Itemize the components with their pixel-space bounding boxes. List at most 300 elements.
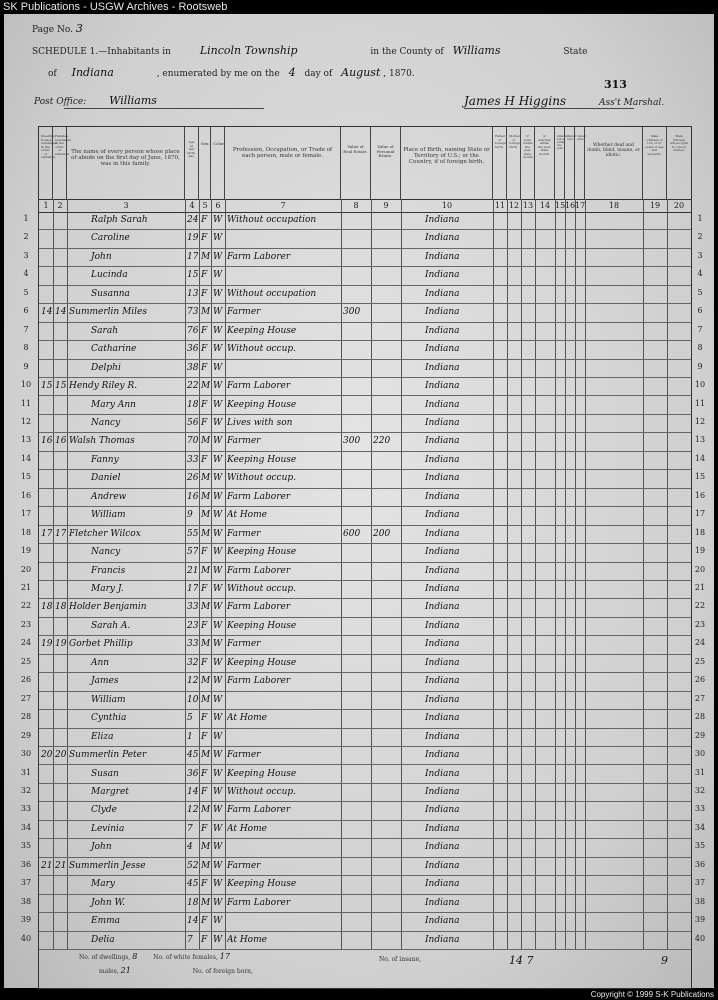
sex-cell: M xyxy=(201,805,210,816)
birthplace-cell: Indiana xyxy=(425,620,460,631)
age-cell: 32 xyxy=(187,657,198,668)
row-number-right: 10 xyxy=(694,380,706,390)
name-cell: Nancy xyxy=(91,417,121,428)
row-number-left: 20 xyxy=(20,564,32,574)
age-cell: 16 xyxy=(187,491,198,502)
column-number: 17 xyxy=(575,201,586,210)
col-header-family: Families, numbered in the order of visitation. xyxy=(53,127,67,199)
row-number-right: 16 xyxy=(694,490,706,500)
census-footer xyxy=(38,948,692,989)
marshal-line: James H Higgins Ass't Marshal. xyxy=(464,94,665,108)
sex-cell: M xyxy=(201,491,210,502)
birthplace-cell: Indiana xyxy=(425,916,460,927)
color-cell: W xyxy=(213,251,223,262)
table-row xyxy=(39,377,691,396)
table-row xyxy=(39,857,691,876)
birthplace-cell: Indiana xyxy=(425,694,460,705)
row-number-left: 5 xyxy=(23,287,29,297)
birthplace-cell: Indiana xyxy=(425,786,460,797)
table-row xyxy=(39,488,691,507)
color-cell: W xyxy=(213,491,223,502)
table-row xyxy=(39,654,691,673)
name-cell: Levinia xyxy=(91,823,125,834)
birthplace-cell: Indiana xyxy=(425,215,460,225)
dwelling-cell: 15 xyxy=(41,381,52,392)
sex-cell: F xyxy=(201,362,208,373)
color-cell: W xyxy=(213,381,223,392)
sex-cell: F xyxy=(201,325,208,336)
table-row xyxy=(39,211,691,230)
family-cell: 14 xyxy=(55,307,66,318)
occupation-cell: Farmer xyxy=(227,307,261,318)
row-number-right: 24 xyxy=(694,638,706,648)
age-cell: 56 xyxy=(187,417,198,428)
sex-cell: M xyxy=(201,510,210,521)
occupation-cell: Farmer xyxy=(227,860,261,871)
sex-cell: F xyxy=(201,417,208,428)
color-cell: W xyxy=(213,639,223,650)
column-number: 4 xyxy=(189,201,195,210)
occupation-cell: At Home xyxy=(227,823,267,834)
row-number-left: 39 xyxy=(20,915,32,925)
row-number-right: 28 xyxy=(694,712,706,722)
row-number-right: 3 xyxy=(697,250,703,260)
column-number: 8 xyxy=(353,201,359,210)
row-number-right: 21 xyxy=(694,583,706,592)
sex-cell: F xyxy=(201,731,208,742)
birthplace-cell: Indiana xyxy=(425,713,460,724)
table-row xyxy=(39,617,691,636)
age-cell: 17 xyxy=(187,584,198,594)
sex-cell: F xyxy=(201,399,208,410)
row-number-right: 12 xyxy=(694,416,706,426)
color-cell: W xyxy=(213,602,223,613)
table-row xyxy=(39,875,691,894)
birthplace-cell: Indiana xyxy=(425,731,460,742)
occupation-cell: Keeping House xyxy=(227,325,297,336)
col-header-vote-denied: Male Citizens whose right to vote is denied. xyxy=(669,134,689,152)
birthplace-cell: Indiana xyxy=(425,436,460,447)
stamped-page-number: 313 xyxy=(604,78,627,91)
column-number: 9 xyxy=(383,201,389,210)
name-cell: William xyxy=(91,694,126,705)
color-cell: W xyxy=(213,786,223,797)
row-number-right: 27 xyxy=(694,693,706,703)
col-header-cannot-write: Cannot write. xyxy=(575,127,585,199)
age-cell: 15 xyxy=(187,270,198,281)
row-number-right: 37 xyxy=(694,878,706,888)
sex-cell: M xyxy=(201,860,210,871)
occupation-cell: Without occup. xyxy=(227,584,296,594)
name-cell: John xyxy=(91,251,112,262)
column-number: 7 xyxy=(280,201,286,210)
row-number-right: 14 xyxy=(694,453,706,463)
age-cell: 5 xyxy=(187,713,193,724)
color-cell: W xyxy=(213,436,223,447)
row-number-left: 38 xyxy=(20,896,32,906)
birthplace-cell: Indiana xyxy=(425,823,460,834)
sex-cell: M xyxy=(201,473,210,484)
column-number: 19 xyxy=(649,201,661,210)
row-number-left: 1 xyxy=(23,214,29,223)
copyright-notice: Copyright © 1999 S-K Publications xyxy=(590,990,714,999)
name-cell: William xyxy=(91,510,126,521)
row-number-right: 18 xyxy=(694,527,706,537)
color-cell: W xyxy=(213,565,223,576)
color-cell: W xyxy=(213,676,223,687)
col-header-dwelling: Dwelling-houses, numbered in the order of visitation. xyxy=(39,127,53,199)
family-cell: 18 xyxy=(55,602,66,613)
sex-cell: F xyxy=(201,270,208,281)
name-cell: Fletcher Wilcox xyxy=(69,528,141,539)
name-cell: Summerlin Miles xyxy=(69,307,147,318)
table-row xyxy=(39,414,691,433)
name-cell: Catharine xyxy=(91,344,137,355)
sex-cell: F xyxy=(201,215,208,225)
row-number-right: 26 xyxy=(694,675,706,685)
name-cell: Eliza xyxy=(91,731,114,742)
age-cell: 33 xyxy=(187,454,198,465)
birthplace-cell: Indiana xyxy=(425,251,460,262)
sex-cell: M xyxy=(201,897,210,908)
occupation-cell: Farm Laborer xyxy=(227,897,291,908)
occupation-cell: At Home xyxy=(227,510,267,521)
family-cell: 21 xyxy=(55,860,66,871)
table-row xyxy=(39,765,691,784)
age-cell: 7 xyxy=(187,823,193,834)
name-cell: Sarah xyxy=(91,325,118,336)
row-number-right: 38 xyxy=(694,896,706,906)
birthplace-cell: Indiana xyxy=(425,750,460,761)
name-cell: Caroline xyxy=(91,233,130,244)
name-cell: Summerlin Peter xyxy=(69,750,147,761)
age-cell: 12 xyxy=(187,805,198,816)
males-summary: males, 21 No. of foreign born, xyxy=(99,966,253,975)
table-row xyxy=(39,820,691,839)
name-cell: Andrew xyxy=(91,491,127,502)
occupation-cell: Without occup. xyxy=(227,473,296,484)
column-number: 20 xyxy=(673,201,685,210)
age-cell: 21 xyxy=(187,565,198,576)
color-cell: W xyxy=(213,528,223,539)
birthplace-cell: Indiana xyxy=(425,417,460,428)
color-cell: W xyxy=(213,860,223,871)
schedule-line: SCHEDULE 1.—Inhabitants in Lincoln Township in the County of Williams State xyxy=(32,44,588,57)
column-number: 14 xyxy=(539,201,551,210)
age-cell: 18 xyxy=(187,399,198,410)
age-cell: 14 xyxy=(187,786,198,797)
row-number-left: 7 xyxy=(23,324,29,334)
row-number-right: 22 xyxy=(694,601,706,611)
color-cell: W xyxy=(213,584,223,594)
sex-cell: F xyxy=(201,657,208,668)
col-header-married-year: If married within the year, state month. xyxy=(535,127,555,199)
occupation-cell: Farm Laborer xyxy=(227,602,291,613)
occupation-cell: Keeping House xyxy=(227,879,297,890)
family-cell: 16 xyxy=(55,436,66,447)
sex-cell: M xyxy=(201,676,210,687)
sex-cell: F xyxy=(201,547,208,558)
row-number-left: 25 xyxy=(20,656,32,666)
column-number: 15 xyxy=(555,201,566,210)
row-number-left: 6 xyxy=(23,306,29,316)
color-cell: W xyxy=(213,768,223,779)
row-number-right: 25 xyxy=(694,656,706,666)
table-row xyxy=(39,248,691,267)
table-row xyxy=(39,894,691,913)
name-cell: Summerlin Jesse xyxy=(69,860,146,871)
table-row xyxy=(39,672,691,691)
family-cell: 15 xyxy=(55,381,66,392)
dwelling-cell: 19 xyxy=(41,639,52,650)
window-title: SK Publications - USGW Archives - Rootsweb xyxy=(3,1,228,13)
row-number-left: 19 xyxy=(20,546,32,556)
row-number-left: 28 xyxy=(20,712,32,722)
color-cell: W xyxy=(213,694,223,705)
age-cell: 18 xyxy=(187,897,198,908)
sex-cell: M xyxy=(201,436,210,447)
table-row xyxy=(39,691,691,710)
col-header-cannot-read: Cannot read. xyxy=(565,127,575,199)
birthplace-cell: Indiana xyxy=(425,565,460,576)
name-cell: Fanny xyxy=(91,454,119,465)
column-number: 5 xyxy=(202,201,208,210)
table-row xyxy=(39,266,691,285)
col-header-sex: Sex. xyxy=(199,127,211,199)
sex-cell: M xyxy=(201,251,210,262)
color-cell: W xyxy=(213,473,223,484)
table-row xyxy=(39,728,691,747)
row-number-right: 6 xyxy=(697,306,703,316)
family-cell: 19 xyxy=(55,639,66,650)
birthplace-cell: Indiana xyxy=(425,934,460,945)
row-number-left: 24 xyxy=(20,638,32,648)
row-number-left: 36 xyxy=(20,859,32,869)
table-row xyxy=(39,525,691,544)
column-number: 2 xyxy=(57,201,63,210)
birthplace-cell: Indiana xyxy=(425,657,460,668)
col-header-color: Color. xyxy=(211,127,225,199)
color-cell: W xyxy=(213,510,223,521)
table-row xyxy=(39,229,691,248)
row-number-left: 10 xyxy=(20,380,32,390)
col-header-school: Attended school within the year. xyxy=(555,127,565,199)
age-cell: 36 xyxy=(187,768,198,779)
row-number-right: 36 xyxy=(694,859,706,869)
row-number-left: 27 xyxy=(20,693,32,703)
name-cell: Ralph Sarah xyxy=(91,215,148,225)
footer-tally-totals: 14 7 xyxy=(509,954,534,967)
dwelling-cell: 18 xyxy=(41,602,52,613)
dwelling-cell: 20 xyxy=(41,750,52,761)
row-number-left: 31 xyxy=(20,767,32,777)
table-row xyxy=(39,303,691,322)
row-number-left: 34 xyxy=(20,822,32,832)
age-cell: 76 xyxy=(187,325,198,336)
table-row xyxy=(39,469,691,488)
real-estate-cell: 300 xyxy=(343,307,361,318)
color-cell: W xyxy=(213,344,223,355)
table-row xyxy=(39,285,691,304)
birthplace-cell: Indiana xyxy=(425,879,460,890)
age-cell: 12 xyxy=(187,676,198,687)
name-cell: Delia xyxy=(91,934,115,945)
age-cell: 36 xyxy=(187,344,198,355)
sex-cell: M xyxy=(201,528,210,539)
row-number-left: 40 xyxy=(20,933,32,943)
col-header-name: The name of every person whose place of abode on the first day of June, 1870, was in this family. xyxy=(67,127,185,199)
name-cell: Hendy Riley R. xyxy=(69,381,138,392)
row-number-right: 2 xyxy=(697,232,703,242)
row-number-left: 8 xyxy=(23,343,29,353)
color-cell: W xyxy=(213,454,223,465)
birthplace-cell: Indiana xyxy=(425,325,460,336)
name-cell: Gorbet Phillip xyxy=(69,639,133,650)
occupation-cell: At Home xyxy=(227,934,267,945)
color-cell: W xyxy=(213,215,223,225)
row-number-right: 29 xyxy=(694,730,706,740)
table-row xyxy=(39,543,691,562)
age-cell: 13 xyxy=(187,288,198,299)
sex-cell: F xyxy=(201,768,208,779)
name-cell: Delphi xyxy=(91,362,121,373)
sex-cell: M xyxy=(201,842,210,853)
color-cell: W xyxy=(213,288,223,299)
sex-cell: F xyxy=(201,934,208,945)
col-header-occupation: Profession, Occupation, or Trade of each person, male or female. xyxy=(225,127,341,199)
column-number: 1 xyxy=(43,201,49,210)
age-cell: 23 xyxy=(187,620,198,631)
table-row xyxy=(39,912,691,931)
occupation-cell: At Home xyxy=(227,713,267,724)
birthplace-cell: Indiana xyxy=(425,233,460,244)
birthplace-cell: Indiana xyxy=(425,602,460,613)
sex-cell: M xyxy=(201,639,210,650)
row-number-left: 12 xyxy=(20,416,32,426)
real-estate-cell: 600 xyxy=(343,528,361,539)
row-number-right: 39 xyxy=(694,915,706,925)
post-office-underline xyxy=(64,108,264,109)
name-cell: James xyxy=(91,676,119,687)
color-cell: W xyxy=(213,731,223,742)
occupation-cell: Without occup. xyxy=(227,344,296,355)
name-cell: Ann xyxy=(91,657,110,668)
age-cell: 1 xyxy=(187,731,193,742)
dwelling-cell: 16 xyxy=(41,436,52,447)
row-number-left: 35 xyxy=(20,841,32,851)
row-number-right: 40 xyxy=(694,933,706,943)
color-cell: W xyxy=(213,879,223,890)
row-number-left: 29 xyxy=(20,730,32,740)
table-row xyxy=(39,396,691,415)
sex-cell: F xyxy=(201,454,208,465)
birthplace-cell: Indiana xyxy=(425,805,460,816)
occupation-cell: Farm Laborer xyxy=(227,491,291,502)
post-office-value: Williams xyxy=(109,94,157,107)
row-number-right: 1 xyxy=(697,214,703,223)
table-row xyxy=(39,359,691,378)
age-cell: 45 xyxy=(187,750,198,761)
sex-cell: M xyxy=(201,602,210,613)
birthplace-cell: Indiana xyxy=(425,473,460,484)
age-cell: 24 xyxy=(187,215,198,225)
row-number-right: 30 xyxy=(694,749,706,759)
name-cell: Nancy xyxy=(91,547,121,558)
row-number-left: 26 xyxy=(20,675,32,685)
column-number: 18 xyxy=(608,201,620,210)
dwelling-cell: 17 xyxy=(41,528,52,539)
row-number-right: 33 xyxy=(694,804,706,814)
row-number-right: 5 xyxy=(697,287,703,297)
footer-tally-right: 9 xyxy=(661,954,668,967)
birthplace-cell: Indiana xyxy=(425,491,460,502)
table-row xyxy=(39,506,691,525)
row-number-right: 8 xyxy=(697,343,703,353)
birthplace-cell: Indiana xyxy=(425,510,460,521)
age-cell: 26 xyxy=(187,473,198,484)
marshal-underline xyxy=(464,108,634,109)
color-cell: W xyxy=(213,713,223,724)
sex-cell: F xyxy=(201,620,208,631)
row-number-right: 7 xyxy=(697,324,703,334)
row-number-left: 21 xyxy=(20,583,32,592)
color-cell: W xyxy=(213,823,223,834)
table-row xyxy=(39,322,691,341)
sex-cell: F xyxy=(201,288,208,299)
col-header-father-foreign: Father of foreign birth. xyxy=(493,127,507,199)
color-cell: W xyxy=(213,547,223,558)
name-cell: Francis xyxy=(91,565,126,576)
name-cell: Susan xyxy=(91,768,119,779)
name-cell: John W. xyxy=(91,897,126,908)
name-cell: Lucinda xyxy=(91,270,128,281)
occupation-cell: Without occupation xyxy=(227,215,317,225)
row-number-right: 13 xyxy=(694,435,706,445)
column-number: 16 xyxy=(565,201,576,210)
sex-cell: M xyxy=(201,307,210,318)
row-number-left: 2 xyxy=(23,232,29,242)
birthplace-cell: Indiana xyxy=(425,270,460,281)
age-cell: 4 xyxy=(187,842,193,853)
row-number-left: 23 xyxy=(20,619,32,629)
row-number-left: 14 xyxy=(20,453,32,463)
sex-cell: F xyxy=(201,584,208,594)
row-number-left: 4 xyxy=(23,269,29,279)
sex-cell: F xyxy=(201,786,208,797)
occupation-cell: Keeping House xyxy=(227,547,297,558)
sex-cell: F xyxy=(201,344,208,355)
occupation-cell: Farm Laborer xyxy=(227,676,291,687)
column-number: 12 xyxy=(508,201,520,210)
insane-summary: No. of insane, xyxy=(379,956,422,963)
census-table xyxy=(38,126,692,950)
row-number-left: 13 xyxy=(20,435,32,445)
row-number-left: 3 xyxy=(23,250,29,260)
col-header-mother-foreign: Mother of foreign birth. xyxy=(507,127,521,199)
table-row xyxy=(39,451,691,470)
color-cell: W xyxy=(213,362,223,373)
row-number-left: 18 xyxy=(20,527,32,537)
birthplace-cell: Indiana xyxy=(425,584,460,594)
col-header-personal-estate: Value of Personal Estate. xyxy=(371,127,401,199)
name-cell: Holder Benjamin xyxy=(69,602,147,613)
occupation-cell: Keeping House xyxy=(227,657,297,668)
row-number-left: 15 xyxy=(20,472,32,482)
birthplace-cell: Indiana xyxy=(425,842,460,853)
row-number-right: 17 xyxy=(694,509,706,519)
row-number-left: 22 xyxy=(20,601,32,611)
row-number-left: 11 xyxy=(20,398,32,408)
